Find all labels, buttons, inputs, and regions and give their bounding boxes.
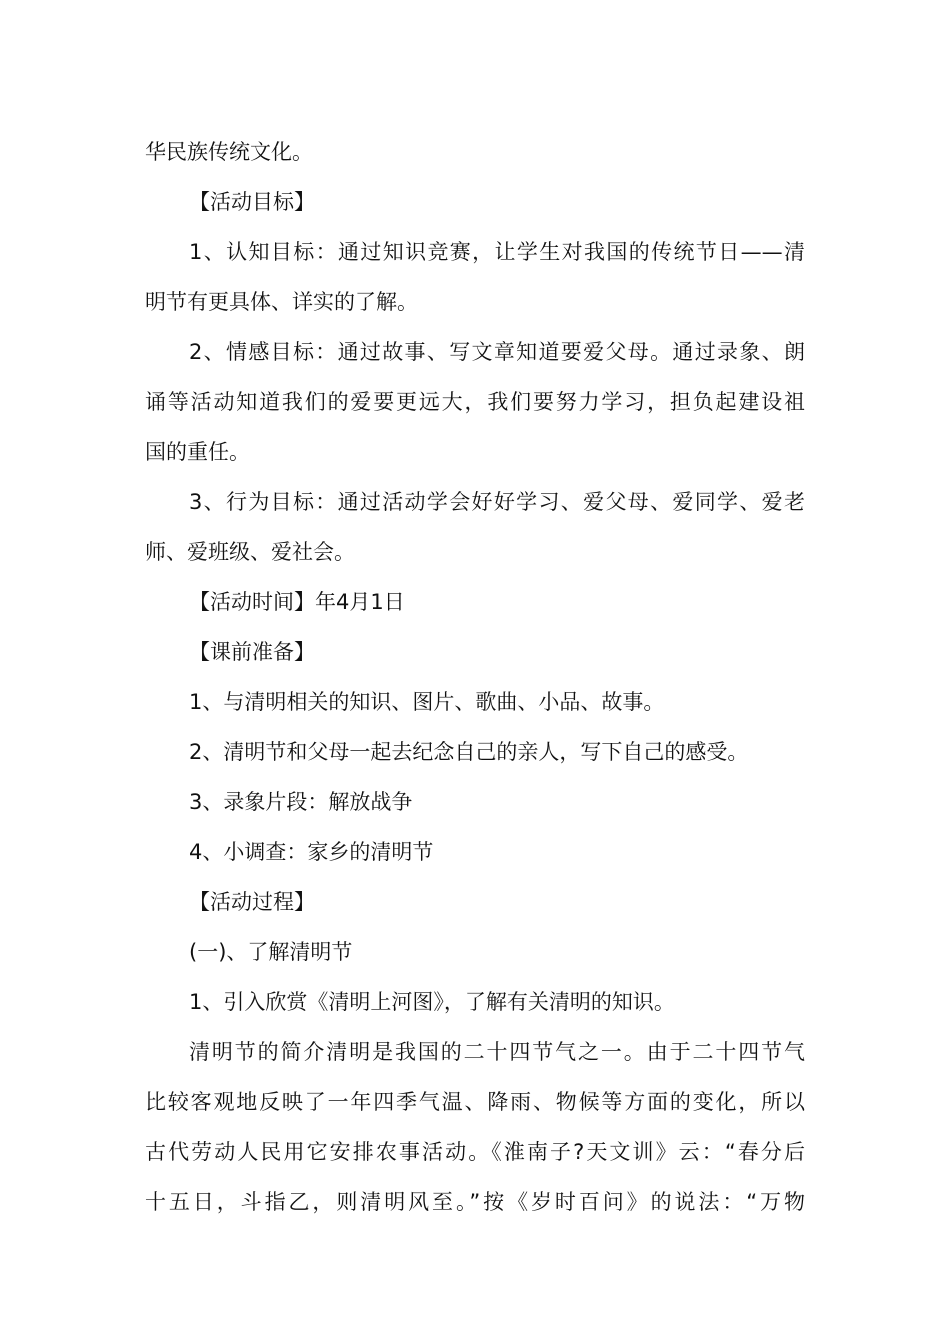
- list-item: 3、录象片段：解放战争: [189, 790, 413, 814]
- section-heading-activity-goals: 【活动目标】: [189, 190, 315, 214]
- text-line: 师、爱班级、爱社会。: [145, 540, 355, 564]
- text-line: 十五日，斗指乙，则清明风至。”按《岁时百问》的说法：“万物: [145, 1190, 805, 1214]
- section-heading-activity-process: 【活动过程】: [189, 890, 315, 914]
- text-line: 3、行为目标：通过活动学会好好学习、爱父母、爱同学、爱老: [189, 490, 805, 514]
- text-line: 2、情感目标：通过故事、写文章知道要爱父母。通过录象、朗: [189, 340, 805, 364]
- text-line: 国的重任。: [145, 440, 250, 464]
- text-line: 华民族传统文化。: [145, 140, 313, 164]
- list-item: 1、引入欣赏《清明上河图》，了解有关清明的知识。: [189, 990, 675, 1014]
- text-line: 清明节的简介清明是我国的二十四节气之一。由于二十四节气: [189, 1040, 805, 1064]
- list-item: 4、小调查：家乡的清明节: [189, 840, 434, 864]
- text-line: 古代劳动人民用它安排农事活动。《淮南子?天文训》云：“春分后: [145, 1140, 805, 1164]
- text-line: 诵等活动知道我们的爱要更远大，我们要努力学习，担负起建设祖: [145, 390, 805, 414]
- text-line: 比较客观地反映了一年四季气温、降雨、物候等方面的变化，所以: [145, 1090, 805, 1114]
- list-item: 2、清明节和父母一起去纪念自己的亲人，写下自己的感受。: [189, 740, 749, 764]
- text-line: 明节有更具体、详实的了解。: [145, 290, 418, 314]
- section-heading-preparation: 【课前准备】: [189, 640, 315, 664]
- section-heading-activity-time: 【活动时间】年4月1日: [189, 590, 405, 614]
- document-body: [145, 127, 805, 1227]
- text-line: 1、认知目标：通过知识竞赛，让学生对我国的传统节日——清: [189, 240, 805, 264]
- subsection-heading: (一)、了解清明节: [189, 940, 353, 964]
- list-item: 1、与清明相关的知识、图片、歌曲、小品、故事。: [189, 690, 665, 714]
